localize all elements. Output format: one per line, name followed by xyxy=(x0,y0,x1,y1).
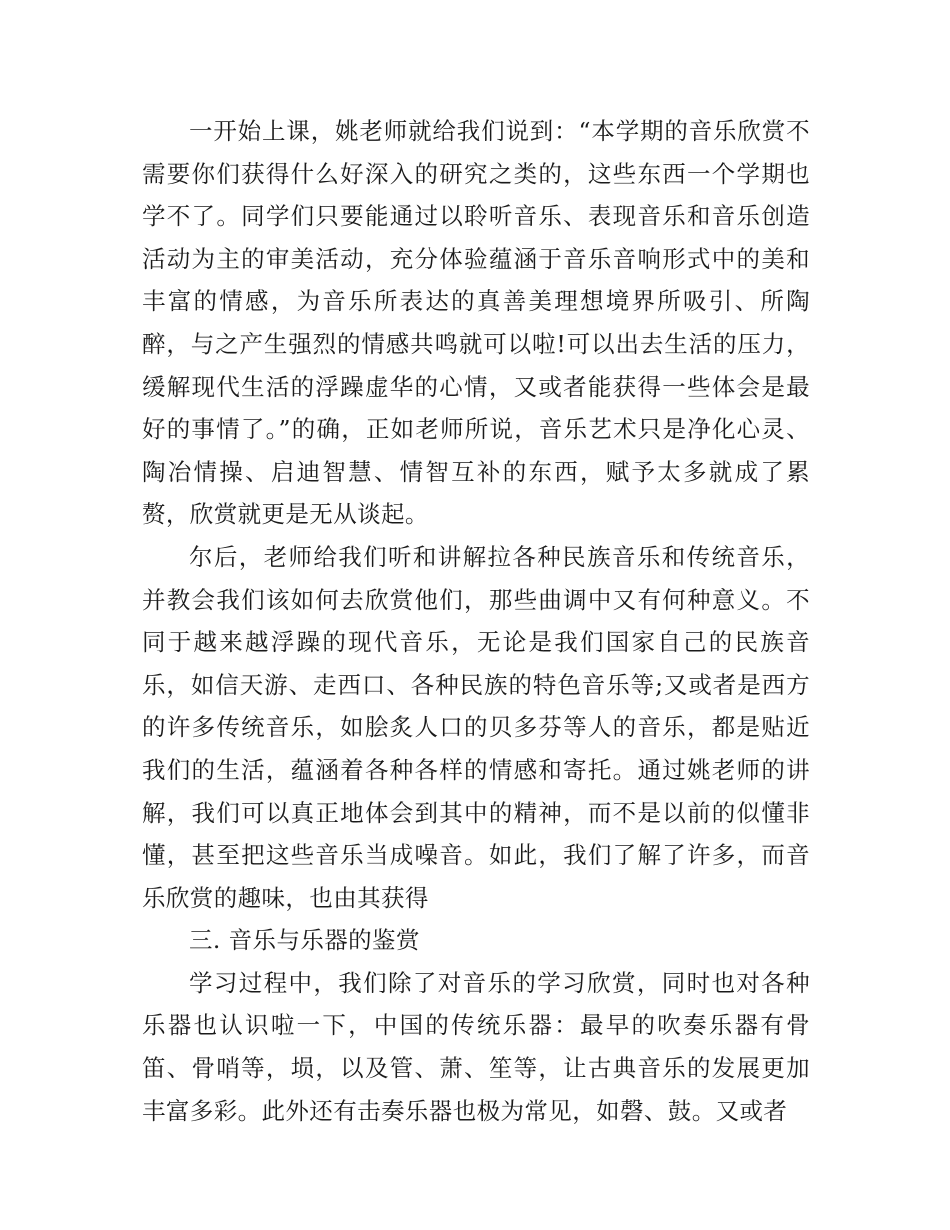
paragraph-2: 尔后，老师给我们听和讲解拉各种民族音乐和传统音乐，并教会我们该如何去欣赏他们，那些曲调中又有何种意义。不同于越来越浮躁的现代音乐，无论是我们国家自己的民族音乐，如信天游、走西口、各种民族的特色音乐等;又或者是西方的许多传统音乐，如脍炙人口的贝多芬等人的音乐，都是贴近我们的生活，蕴涵着各种各样的情感和寄托。通过姚老师的讲解，我们可以真正地体会到其中的精神，而不是以前的似懂非懂，甚至把这些音乐当成噪音。如此，我们了解了许多，而音乐欣赏的趣味，也由其获得 xyxy=(142,542,810,912)
paragraph-1: 一开始上课，姚老师就给我们说到：“本学期的音乐欣赏不需要你们获得什么好深入的研究之类的，这些东西一个学期也学不了。同学们只要能通过以聆听音乐、表现音乐和音乐创造活动为主的审美活动，充分体验蕴涵于音乐音响形式中的美和丰富的情感，为音乐所表达的真善美理想境界所吸引、所陶醉，与之产生强烈的情感共鸣就可以啦!可以出去生活的压力，缓解现代生活的浮躁虚华的心情，又或者能获得一些体会是最好的事情了。”的确，正如老师所说，音乐艺术只是净化心灵、陶冶情操、启迪智慧、情智互补的东西，赋予太多就成了累赘，欣赏就更是无从谈起。 xyxy=(142,117,810,529)
section-heading: 三. 音乐与乐器的鉴赏 xyxy=(189,926,420,955)
paragraph-3: 学习过程中，我们除了对音乐的学习欣赏，同时也对各种乐器也认识啦一下，中国的传统乐器：最早的吹奏乐器有骨笛、骨哨等，埙，以及管、萧、笙等，让古典音乐的发展更加丰富多彩。此外还有击奏乐器也极为常见，如磬、鼓。又或者 xyxy=(142,968,810,1125)
document-page xyxy=(142,110,810,1132)
